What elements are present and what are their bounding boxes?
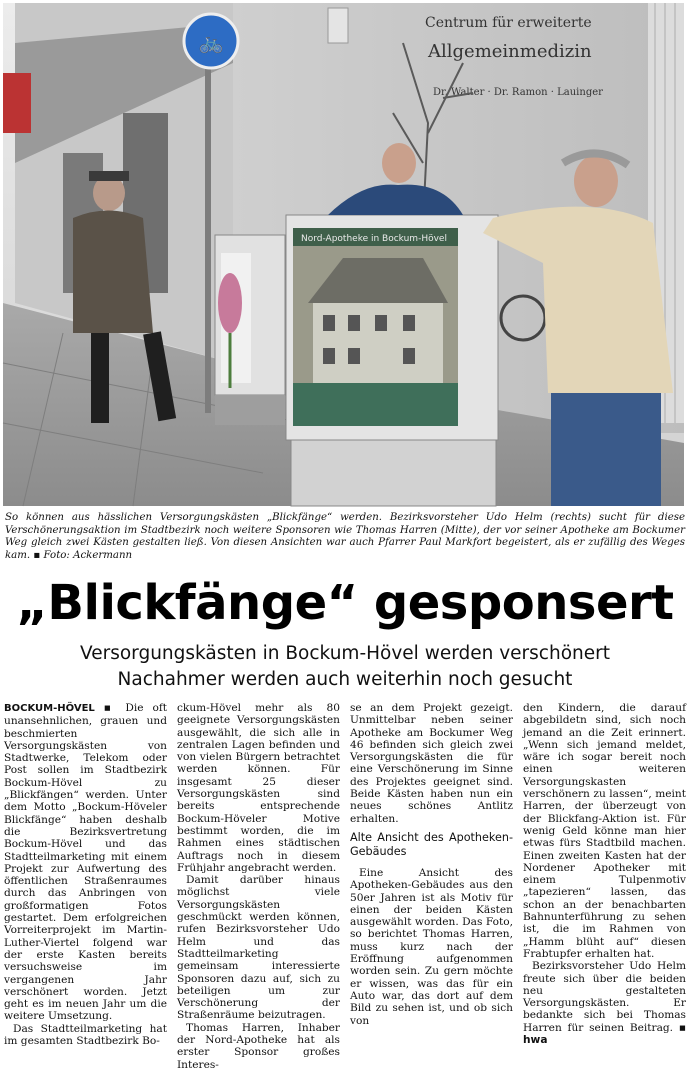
sign-line-2: Allgemeinmedizin xyxy=(428,41,592,62)
sign-line-3: Dr. Walter · Dr. Ramon · Lauinger xyxy=(433,87,603,98)
author-signoff: ▪ hwa xyxy=(523,1021,686,1047)
article-column-2 xyxy=(177,702,340,1071)
article-column-4 xyxy=(523,702,686,1054)
article-column-1 xyxy=(4,702,167,1054)
subheadline-2: Nachahmer werden auch weiterhin noch gesucht xyxy=(117,669,573,690)
photo-illustration xyxy=(3,3,684,506)
paragraph: Thomas Harren, Inhaber der Nord-Apotheke hat als erster Sponsor großes Interes- xyxy=(177,1021,340,1071)
sign-line-1: Centrum für erweiterte xyxy=(425,15,592,31)
paragraph xyxy=(4,702,167,1023)
paragraph: Damit darüber hinaus möglichst viele Versorgungskästen geschmückt werden können, rufen Bezirksvorsteher Udo Helm und das Stadtteilmarketing gemeinsam interessierte Sponsoren dazu auf, sich zu beteiligen um zur Verschönerung der Straßenräume beizutragen. xyxy=(177,874,340,1022)
section-subtitle: Alte Ansicht des Apotheken-Gebäudes xyxy=(350,830,513,858)
paragraph: ckum-Hövel mehr als 80 geeignete Versorgungskästen ausgewählt, die sich alle in zentralen Lagen befinden und von vielen Bürgern betrachtet werden können. Für insgesamt 25 dieser Versorgungskästen sind bereits entsprechende Bockum-Höveler Motive bestimmt worden, die im Rahmen eines städtischen Auftrags noch in diesem Frühjahr angebracht werden. xyxy=(177,702,340,874)
box-panel-label: Nord-Apotheke in Bockum-Hövel xyxy=(301,234,447,244)
headline: „Blickfänge“ gesponsert xyxy=(16,575,674,631)
paragraph: se an dem Projekt gezeigt. Unmittelbar neben seiner Apotheke am Bockumer Weg 46 befinden sich gleich zwei Versorgungskästen die für eine Verschönerung im Sinne des Projektes geeignet sind. Beide Kästen haben nun ein neues schönes Antlitz erhalten. xyxy=(350,702,513,825)
paragraph-text: ▪ Die oft unansehnlichen, grauen und beschmierten Versorgungskästen von Stadtwerke, Telekom oder Post sollen im Stadtbezirk Bockum-Hövel zu „Blickfängen“ werden. Unter dem Motto „Bockum-Höveler Blickfänge“ haben deshalb die Bezirksvertretung Bockum-Hövel und das Stadtteilmarketing mit einem Projekt zur Aufwertung des öffentlichen Straßenraumes durch das Anbringen von großformatigen Fotos gestartet. Dem erfolgreichen Vorreiterprojekt im Martin-Luther-Viertel folgend war der erste Kasten bereits versuchsweise im vergangenen Jahr verschönert worden. Jetzt geht es im neuen Jahr um die weitere Umsetzung. xyxy=(4,702,167,1023)
paragraph xyxy=(523,960,686,1046)
paragraph: Eine Ansicht des Apotheken-Gebäudes aus den 50er Jahren ist als Motiv für einen der beiden Kästen ausgewählt worden. Das Foto, so berichtet Thomas Harren, muss kurz nach der Eröffnung aufgenommen worden sein. Zu gern möchte er wissen, was das für ein Auto war, das dort auf dem Bild zu sehen ist, und ob sich von xyxy=(350,866,513,1027)
caption-text: So können aus hässlichen Versorgungskästen „Blickfänge“ werden. Bezirksvorsteher Udo Helm (rechts) sucht für diese Verschönerungsaktion im Stadtbezirk noch weitere Sponsoren wie Thomas Harren (Mitte), der vor seiner Apotheke am Bockumer Weg gleich zwei Kästen gestalten ließ. Von diesen Ansichten war auch Pfarrer Paul Markfort begeistert, als er zufällig des Weges kam. xyxy=(5,512,685,561)
subheadline-1: Versorgungskästen in Bockum-Hövel werden verschönert xyxy=(80,643,610,664)
svg-text:🚲: 🚲 xyxy=(198,30,224,54)
paragraph: den Kindern, die darauf abgebildetn sind, sich noch jemand an die Zeit erinnert. „Wenn sich jemand meldet, wäre ich sogar bereit noch einen weiteren Versorgungskasten verschönern zu lassen“, meint Harren, der überzeugt von der Blickfang-Aktion ist. Für wenig Geld könne man hier etwas fürs Stadtbild machen. Einen zweiten Kasten hat der Nordener Apotheker mit einem Tulpenmotiv „tapezieren“ lassen, das schon an der benachbarten Bahnunterführung zu sehen ist, die im Rahmen von „Hamm blüht auf“ diesen Frabtupfer erhalten hat. xyxy=(523,702,686,960)
article-column-3 xyxy=(350,702,513,1054)
dateline: BOCKUM-HÖVEL xyxy=(4,703,95,714)
paragraph: Das Stadtteilmarketing hat im gesamten Stadtbezirk Bo- xyxy=(4,1022,167,1048)
photo-caption xyxy=(5,512,685,562)
paragraph-text: Bezirksvorsteher Udo Helm freute sich über die beiden neu gestalteten Versorgungskästen. Er bedankte sich bei Thomas Harren für seinen Beitrag. xyxy=(523,960,686,1034)
photo-credit: ▪ Foto: Ackermann xyxy=(33,549,133,561)
article-body xyxy=(4,702,686,1071)
article-photo xyxy=(3,3,684,506)
